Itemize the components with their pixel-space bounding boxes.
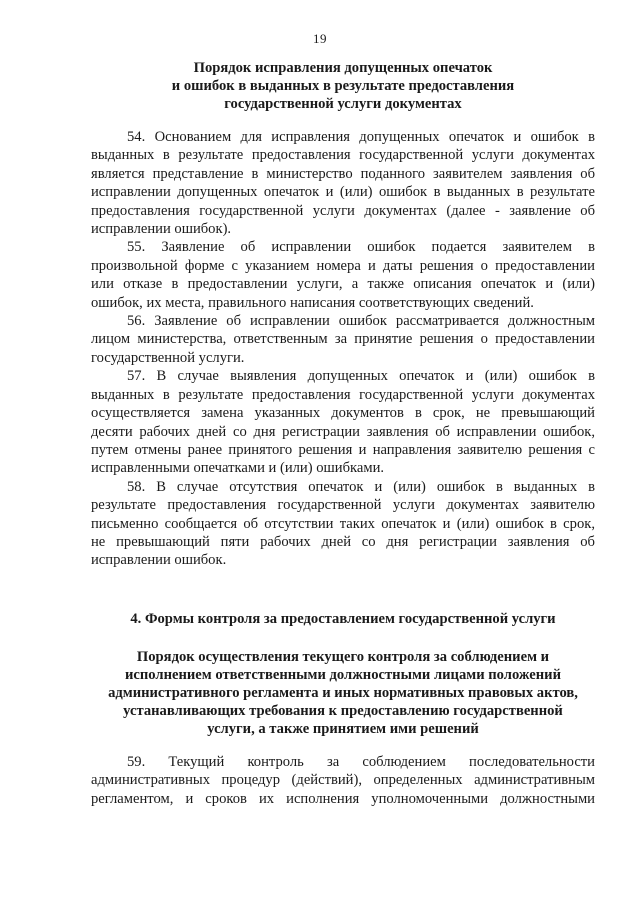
text-line: выданных в результате предоставления государственной услуги документах: [91, 386, 595, 403]
text-line: результате предоставления государственной услуги документах заявителю: [91, 497, 595, 514]
subsection-heading-corrections: [91, 59, 595, 113]
heading-line: Порядок осуществления текущего контроля за соблюдением и: [136, 649, 550, 665]
text-line: исправленными опечатками и (или) ошибками.: [91, 460, 385, 477]
heading-line: и ошибок в выданных в результате предоставления: [171, 78, 515, 94]
text-line: лицом министерства, ответственным за принятие решения о предоставлении: [91, 331, 595, 348]
paragraph-58: [91, 478, 595, 570]
text-line: 59. Текущий контроль за соблюдением последовательности: [127, 754, 595, 770]
text-line: 56. Заявление об исправлении ошибок рассматривается должностным: [127, 313, 595, 330]
heading-line: административного регламента и иных нормативных правовых актов,: [108, 685, 578, 701]
text-line: или отказе в предоставлении услуги, а также описания опечаток и (или): [91, 276, 595, 293]
paragraph-56: [91, 312, 595, 367]
text-line: выданных в результате предоставления государственной услуги документах: [91, 147, 595, 164]
paragraph-57: [91, 367, 595, 477]
heading-line: устанавливающих требования к предоставлению государственной: [123, 703, 563, 719]
heading-line: государственной услуги документах: [224, 96, 462, 112]
text-line: является представление в министерство поданного заявителем заявления об: [91, 165, 595, 182]
heading-line: исполнением ответственными должностными лицами положений: [125, 667, 561, 683]
section-title: 4. Формы контроля за предоставлением государственной услуги: [130, 611, 556, 627]
text-line: не превышающий пяти рабочих дней со дня регистрации заявления об: [91, 533, 595, 550]
text-line: письменно сообщается об отсутствии таких опечаток и (или) ошибок в срок,: [91, 515, 595, 532]
text-line: ошибок, их места, правильного написания соответствующих сведений.: [91, 294, 534, 311]
text-line: административных процедур (действий), определенных административным: [91, 772, 595, 789]
heading-line: Порядок исправления допущенных опечаток: [193, 60, 493, 76]
text-line: путем отмены ранее принятого решения и направления заявителю решения с: [91, 441, 595, 458]
text-line: исправлении ошибок.: [91, 552, 227, 569]
text-line: 54. Основанием для исправления допущенных опечаток и ошибок в: [127, 129, 595, 145]
body-text-corrections: [91, 128, 595, 570]
text-line: произвольной форме с указанием номера и даты решения о предоставлении: [91, 257, 595, 274]
text-line: исправлении ошибок).: [91, 221, 232, 238]
text-line: регламентом, и сроков их исполнения уполномоченными должностными: [91, 790, 595, 807]
text-line: 55. Заявление об исправлении ошибок подается заявителем в: [127, 239, 595, 256]
paragraph-59: [91, 753, 595, 808]
text-line: осуществляется замена указанных документов в срок, не превышающий: [91, 405, 595, 422]
heading-line: услуги, а также принятием ими решений: [207, 721, 479, 737]
text-line: государственной услуги.: [91, 349, 245, 366]
paragraph-54: [91, 128, 595, 238]
text-line: 57. В случае выявления допущенных опечаток и (или) ошибок в: [127, 368, 595, 385]
subsection-heading-control: [91, 648, 595, 738]
page-number: 19: [313, 31, 327, 46]
body-text-control: [91, 753, 595, 808]
text-line: исправлении допущенных опечаток и (или) ошибок в выданных в результате: [91, 184, 595, 201]
text-line: 58. В случае отсутствия опечаток и (или) ошибок в выданных в: [127, 478, 595, 495]
text-line: предоставления государственной услуги документах (далее - заявление об: [91, 202, 595, 219]
paragraph-55: [91, 238, 595, 312]
text-line: десяти рабочих дней со дня регистрации заявления об исправлении ошибок,: [91, 423, 595, 440]
